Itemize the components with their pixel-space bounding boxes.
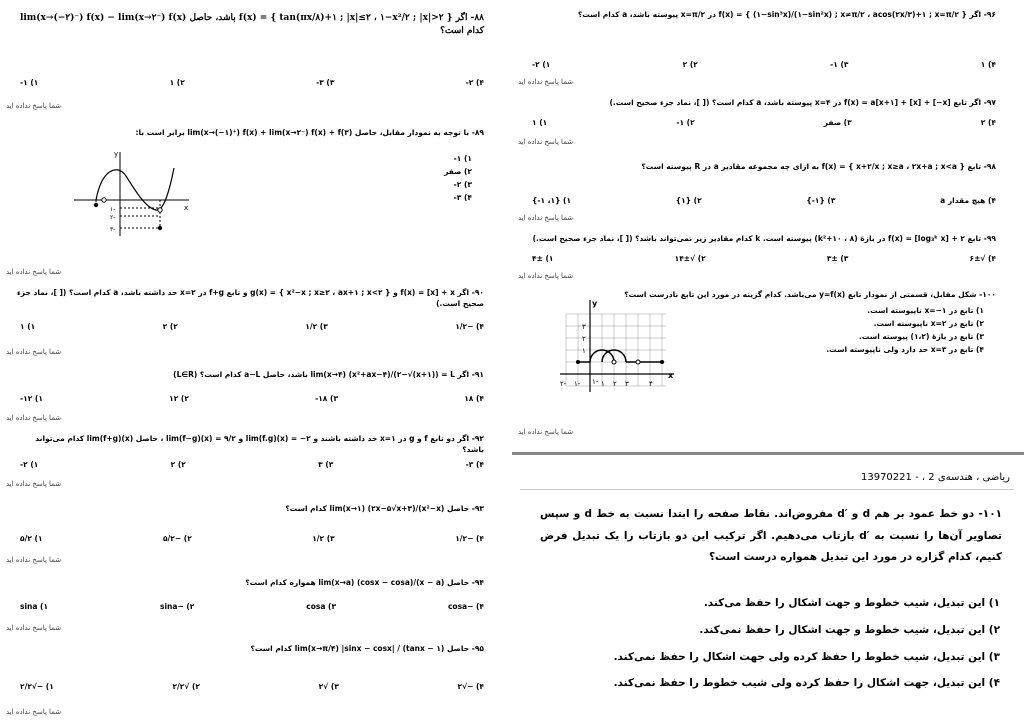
tick-label: ۴ (649, 380, 653, 388)
question-91 (14, 370, 484, 381)
option-3[interactable]: ۳) cosa (306, 602, 337, 611)
option-3[interactable]: ۳) ۲- (453, 180, 472, 190)
option-3[interactable]: ۳) ۱/۲ (305, 322, 328, 331)
option-3[interactable]: ۳) ۳- (316, 78, 335, 87)
option-4[interactable]: ۴) تابع در x=۳ حد دارد ولی ناپیوسته است. (826, 345, 984, 355)
no-answer-label: شما پاسخ نداده اید (6, 556, 62, 564)
option-1[interactable]: ۱) ۲- (532, 60, 551, 69)
filled-point (660, 360, 664, 364)
tick-label: ۳ (582, 323, 586, 331)
no-answer-label: شما پاسخ نداده اید (518, 272, 574, 280)
question-90 (14, 288, 484, 309)
question-101-options (614, 590, 1000, 697)
option-3[interactable]: ۳) {۱-} (806, 196, 836, 205)
option-3[interactable]: ۳) ۳ (318, 460, 334, 469)
open-point (612, 360, 616, 364)
question-91-options (20, 394, 484, 403)
question-94 (14, 578, 484, 589)
option-2[interactable]: ۲) ۲ (170, 460, 186, 469)
tick-label: ۱- (574, 380, 581, 388)
option-3[interactable]: ۳) تابع در بازهٔ (۱،۲) پیوسته است. (859, 332, 984, 342)
option-4[interactable]: ۴) هیچ مقدار a (940, 196, 996, 205)
option-1[interactable]: ۱) ۱ (532, 118, 548, 127)
tick-label: ۱- (592, 378, 599, 386)
question-97 (526, 98, 996, 109)
tick-label: ۱ (601, 380, 605, 388)
question-91-text: ۹۱- اگر lim(x→۴) (x²+ax−۴)/(۲−√(x+۱)) = L باشد، حاصل a−L کدام است؟ (L∈R) (173, 370, 484, 379)
question-99 (526, 234, 996, 245)
option-4[interactable]: ۴) ۱۸ (464, 394, 484, 403)
question-89 (14, 128, 484, 139)
option-4[interactable]: ۴) ۲- (465, 78, 484, 87)
open-point (102, 198, 106, 202)
option-1[interactable]: ۱) این تبدیل، شیب خطوط و جهت اشکال را حفظ می‌کند. (703, 597, 1000, 609)
question-93-text: ۹۳- حاصل lim(x→۱) (۲x−۵√x+۳)/(x²−x) کدام است؟ (285, 504, 484, 513)
option-2[interactable]: ۲) صفر (444, 167, 472, 177)
option-2[interactable]: ۲) ۲ (682, 60, 698, 69)
open-point (158, 208, 162, 212)
section-title-underline (520, 489, 1014, 490)
option-4[interactable]: ۴) ۳- (465, 460, 484, 469)
no-answer-label: شما پاسخ نداده اید (6, 102, 62, 110)
option-4[interactable]: ۴) ۱ (980, 60, 996, 69)
option-1[interactable]: ۱) ۴± (532, 254, 554, 263)
y-label: y (114, 150, 119, 158)
question-100-text: ۱۰۰- شکل مقابل، قسمتی از نمودار تابع y=f(x) می‌باشد. کدام گزینه در مورد این تابع نادرست است؟ (624, 290, 996, 299)
option-2[interactable]: ۲) −۵/۲ (162, 534, 192, 543)
no-answer-label: شما پاسخ نداده اید (6, 708, 62, 716)
question-92-text: ۹۲- اگر دو تابع f و g در x=۱ حد داشته باشند و lim(f.g)(x) = −۲ و lim(f−g)(x) = ۹/۲ ، حاصل lim(f+g)(x) کدام می‌تواند باشد؟ (35, 434, 484, 454)
no-answer-label: شما پاسخ نداده اید (6, 268, 62, 276)
option-2[interactable]: ۲) √۱۴± (674, 254, 706, 263)
x-label: x (184, 204, 189, 212)
question-94-options (20, 602, 484, 611)
option-3[interactable]: ۳) ۱/۲ (312, 534, 335, 543)
question-99-options (532, 254, 996, 263)
question-98 (526, 162, 996, 173)
no-answer-label: شما پاسخ نداده اید (6, 480, 62, 488)
question-93-options (20, 534, 484, 543)
option-2[interactable]: ۲) تابع در x=۲ ناپیوسته است. (873, 319, 984, 329)
option-3[interactable]: ۳) ۳± (826, 254, 849, 263)
no-answer-label: شما پاسخ نداده اید (518, 428, 574, 436)
y-label: y (592, 299, 598, 308)
option-2[interactable]: ۲) −sina (160, 602, 195, 611)
filled-point (576, 360, 580, 364)
option-1[interactable]: ۱) ۵/۲ (20, 534, 43, 543)
option-4[interactable]: ۴) ۲ (980, 118, 996, 127)
question-97-options (532, 118, 996, 127)
question-99-text: ۹۹- تابع f(x) = [log₃ᵏ x] + ۲ در بازهٔ (۸ ، k²+۱۰) پیوسته است. k کدام مقادیر زیر نمی‌تواند باشد؟ ([ ]، نماد جزء صحیح است.) (532, 234, 996, 243)
tick-label: ۱- (110, 206, 116, 213)
option-2[interactable]: ۲) {۱} (675, 196, 702, 205)
option-3[interactable]: ۳) ۱۸- (315, 394, 339, 403)
question-95 (14, 644, 484, 655)
filled-point (158, 226, 162, 230)
option-1[interactable]: ۱) sina (20, 602, 49, 611)
option-2[interactable]: ۲) ۱۲ (169, 394, 189, 403)
question-96-text: ۹۶- اگر f(x) = { (۱−sin³x)/(۱−sin²x) ; x≠π/۲ ، acos(۲x/۳)+۱ ; x=π/۲ } در x=π/۲ پیوسته باشد، a کدام است؟ (577, 10, 996, 19)
question-94-text: ۹۴- حاصل lim(x→a) (cosx − cosa)/(x − a) همواره کدام است؟ (245, 578, 484, 587)
question-90-options (20, 322, 484, 331)
no-answer-label: شما پاسخ نداده اید (518, 214, 574, 222)
option-4[interactable]: ۴) −cosa (447, 602, 484, 611)
tick-label: ۲ (582, 335, 586, 343)
option-1[interactable]: ۱) ۱- (20, 78, 39, 87)
option-3[interactable]: ۳) صفر (823, 118, 852, 127)
question-101 (540, 504, 1002, 569)
open-point (636, 360, 640, 364)
curve (96, 168, 174, 210)
option-2[interactable]: ۲) ۲ (162, 322, 178, 331)
no-answer-label: شما پاسخ نداده اید (6, 624, 62, 632)
tick-label: ۲ (613, 380, 617, 388)
option-1[interactable]: ۱) ۱۲- (20, 394, 43, 403)
question-89-text: ۸۹- با توجه به نمودار مقابل، حاصل lim(x→(−۱)⁺) f(x) + lim(x→۲⁻) f(x) + f(۳) برابر است با: (135, 128, 484, 137)
question-97-text: ۹۷- اگر تابع f(x) = a[x+۱] + [x] + [−x] در x=۴ پیوسته باشد، a کدام است؟ ([ ]، نماد جزء صحیح است.) (609, 98, 996, 107)
question-90-text: ۹۰- اگر f(x) = [x] + x و g(x) = { x²−x ; x≥۲ ، ax+۱ ; x<۲ } و تابع f+g در x=۲ حد داشته باشد، a کدام است؟ ([ ]، نماد جزء صحیح است.) (16, 288, 484, 308)
question-100-options (826, 304, 984, 357)
no-answer-label: شما پاسخ نداده اید (518, 138, 574, 146)
option-1[interactable]: ۱) ۲- (20, 460, 39, 469)
tick-label: ۱ (582, 347, 586, 355)
filled-point (94, 203, 98, 207)
option-4[interactable]: ۴) −۱/۲ (455, 322, 484, 331)
option-3[interactable]: ۳) ۱- (830, 60, 849, 69)
option-4[interactable]: ۴) این تبدیل، جهت اشکال را حفظ کرده ولی شیب خطوط را حفظ نمی‌کند. (613, 677, 1000, 690)
option-2[interactable]: ۲) ۱ (169, 78, 185, 87)
option-4[interactable]: ۴) −√۲ (457, 682, 484, 691)
section-title: ریاضی ، هندسه‌ی 2 ، - 13970221 (860, 472, 1010, 483)
question-98-options (532, 196, 996, 205)
option-1[interactable]: ۱) ۱ (20, 322, 36, 331)
question-96 (526, 10, 996, 21)
no-answer-label: شما پاسخ نداده اید (6, 414, 62, 422)
question-89-options (444, 152, 472, 205)
option-2[interactable]: ۲) √۲/۲ (172, 682, 200, 691)
option-1[interactable]: ۱) −√۲/۲ (20, 682, 54, 691)
question-101-text: ۱۰۱- دو خط عمود بر هم d و ′d مفروض‌اند. نقاط صفحه را ابتدا نسبت به خط d و سپس تصاویر آن‌ها را نسبت به ′d بازتاب می‌دهیم. اگر ترکیب این دو بازتاب را یک تبدیل فرض کنیم، کدام گزاره در مورد این تبدیل همواره درست است؟ (540, 508, 1003, 564)
question-98-text: ۹۸- تابع f(x) = { x+۲/x ; x≥a ، ۲x+a ; x<a } به ازای چه مجموعه مقادیر a در R پیوسته است؟ (641, 162, 996, 171)
option-2[interactable]: ۲) این تبدیل، شیب خطوط و جهت اشکال را حفظ نمی‌کند. (699, 623, 1000, 636)
tick-label: ۳- (110, 226, 116, 233)
option-3[interactable]: ۳) این تبدیل، شیب خطوط را حفظ کرده ولی جهت اشکال را حفظ نمی‌کند. (613, 650, 1000, 663)
question-88-options (20, 78, 484, 87)
option-3[interactable]: ۳) √۲ (318, 682, 339, 691)
question-96-options (532, 60, 996, 69)
option-4[interactable]: ۴) √۶± (969, 254, 996, 263)
question-88 (14, 12, 484, 37)
option-4[interactable]: ۴) ۳- (453, 193, 472, 203)
question-88-text: ۸۸- اگر f(x) = { tan(πx/۸)+۱ ; |x|≤۲ ، ۱−x²/۲ ; |x|>۲ } باشد، حاصل lim(x→(−۲)⁻) f(x) − lim(x→۲⁻) f(x) کدام است؟ (19, 13, 484, 36)
tick-label: ۲- (560, 380, 567, 388)
tick-label: ۳ (625, 380, 629, 388)
option-2[interactable]: ۲) ۱- (676, 118, 695, 127)
tick-label: ۲- (110, 214, 116, 221)
option-1[interactable]: ۱) {۱، ۱-} (532, 196, 572, 205)
question-92-options (20, 460, 484, 469)
x-label: x (668, 371, 674, 380)
q100-graph (556, 296, 676, 396)
question-95-text: ۹۵- حاصل lim(x→π/۴) |sinx − cosx| / (tanx − ۱) کدام است؟ (250, 644, 484, 653)
question-93 (14, 504, 484, 515)
question-92 (14, 434, 484, 455)
option-1[interactable]: ۱) تابع در x=−۱ ناپیوسته است. (867, 306, 984, 315)
q89-graph (74, 148, 194, 238)
question-95-options (20, 682, 484, 691)
no-answer-label: شما پاسخ نداده اید (518, 78, 574, 86)
option-4[interactable]: ۴) −۱/۲ (455, 534, 484, 543)
option-1[interactable]: ۱) ۱- (453, 154, 472, 163)
no-answer-label: شما پاسخ نداده اید (6, 348, 62, 356)
